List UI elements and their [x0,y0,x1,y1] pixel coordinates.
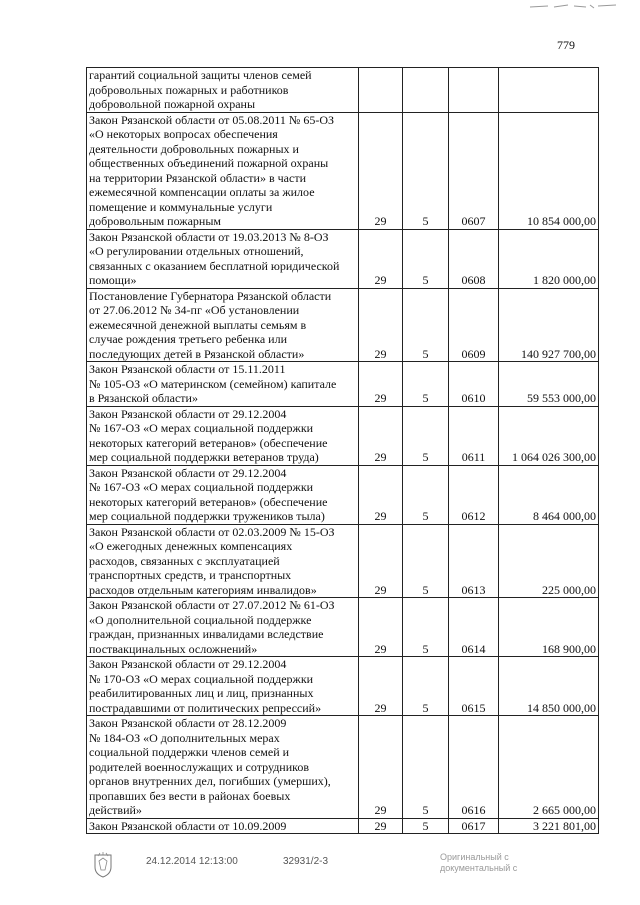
row-description: Закон Рязанской области от 05.08.2011 № 65-ОЗ «О некоторых вопросах обеспечения деятельности добровольных пожарных и общественных объединений пожарной охраны на территории Рязанской области» в части ежемесячной компенсации оплаты за жилое помещение и коммунальные услуги добровольным пожарным [87,112,359,229]
row-article-code: 0613 [449,524,499,598]
row-amount [499,68,599,113]
row-chapter-code: 29 [359,406,403,465]
row-chapter-code: 29 [359,288,403,362]
table-row [87,524,599,598]
budget-table [86,67,599,834]
row-amount: 3 221 801,00 [499,818,599,834]
row-section-code: 5 [403,716,449,819]
row-description: гарантий социальной защиты членов семей добровольных пожарных и работников добровольной пожарной охраны [87,68,359,113]
row-description: Закон Рязанской области от 27.07.2012 № 61-ОЗ «О дополнительной социальной поддержке граждан, признанных инвалидами вследствие поствакцинальных осложнений» [87,598,359,657]
coat-of-arms-icon [92,852,114,878]
row-amount: 2 665 000,00 [499,716,599,819]
table-row [87,112,599,229]
row-chapter-code: 29 [359,716,403,819]
footer-datetime: 24.12.2014 12:13:00 [146,856,238,867]
table-row [87,818,599,834]
row-description: Закон Рязанской области от 10.09.2009 [87,818,359,834]
row-section-code: 5 [403,524,449,598]
row-section-code: 5 [403,598,449,657]
row-section-code: 5 [403,406,449,465]
row-chapter-code [359,68,403,113]
row-article-code: 0612 [449,465,499,524]
row-article-code: 0607 [449,112,499,229]
row-article-code [449,68,499,113]
table-row [87,465,599,524]
table-row [87,716,599,819]
row-description: Закон Рязанской области от 29.12.2004 № 170-ОЗ «О мерах социальной поддержки реабилитированных лиц и лиц, признанных пострадавшими от политических репрессий» [87,657,359,716]
row-chapter-code: 29 [359,465,403,524]
row-section-code: 5 [403,657,449,716]
row-description: Закон Рязанской области от 29.12.2004 № 167-ОЗ «О мерах социальной поддержки некоторых категорий ветеранов» (обеспечение мер социальной поддержки тружеников тыла) [87,465,359,524]
row-amount: 10 854 000,00 [499,112,599,229]
row-article-code: 0610 [449,362,499,407]
table-row [87,68,599,113]
row-chapter-code: 29 [359,598,403,657]
row-description: Закон Рязанской области от 02.03.2009 № 15-ОЗ «О ежегодных денежных компенсациях расходов, связанных с эксплуатацией транспортных средств, и транспортных расходов отдельным категориям инвалидов» [87,524,359,598]
row-amount: 14 850 000,00 [499,657,599,716]
row-section-code: 5 [403,112,449,229]
row-chapter-code: 29 [359,362,403,407]
row-amount: 1 064 026 300,00 [499,406,599,465]
table-row [87,406,599,465]
row-article-code: 0614 [449,598,499,657]
row-description: Закон Рязанской области от 28.12.2009 № 184-ОЗ «О дополнительных мерах социальной поддержки членов семей и родителей военнослужащих и сотрудников органов внутренних дел, погибших (умерших), пропавших без вести в районах боевых действий» [87,716,359,819]
row-amount: 168 900,00 [499,598,599,657]
row-amount: 225 000,00 [499,524,599,598]
table-row [87,288,599,362]
row-amount: 8 464 000,00 [499,465,599,524]
table-row [87,657,599,716]
table-body [87,68,599,834]
row-amount: 1 820 000,00 [499,229,599,288]
row-description: Закон Рязанской области от 15.11.2011 № 105-ОЗ «О материнском (семейном) капитале в Рязанской области» [87,362,359,407]
row-article-code: 0617 [449,818,499,834]
row-article-code: 0616 [449,716,499,819]
row-chapter-code: 29 [359,818,403,834]
scan-watermark-line: Оригинальный с [440,852,509,862]
row-article-code: 0609 [449,288,499,362]
row-article-code: 0611 [449,406,499,465]
row-section-code: 5 [403,288,449,362]
row-section-code: 5 [403,229,449,288]
row-chapter-code: 29 [359,112,403,229]
table-row [87,362,599,407]
corner-scan-mark [528,2,618,10]
row-description: Закон Рязанской области от 29.12.2004 № 167-ОЗ «О мерах социальной поддержки некоторых категорий ветеранов» (обеспечение мер социальной поддержки ветеранов труда) [87,406,359,465]
row-amount: 140 927 700,00 [499,288,599,362]
scan-watermark-line: документальный с [440,863,518,873]
row-chapter-code: 29 [359,229,403,288]
row-section-code [403,68,449,113]
row-description: Закон Рязанской области от 19.03.2013 № 8-ОЗ «О регулировании отдельных отношений, связанных с оказанием бесплатной юридической помощи» [87,229,359,288]
footer-document-id: 32931/2-3 [283,856,329,867]
table-row [87,598,599,657]
table-row [87,229,599,288]
row-section-code: 5 [403,362,449,407]
row-article-code: 0608 [449,229,499,288]
row-amount: 59 553 000,00 [499,362,599,407]
row-chapter-code: 29 [359,657,403,716]
row-article-code: 0615 [449,657,499,716]
row-section-code: 5 [403,465,449,524]
page-number: 779 [557,38,575,52]
row-description: Постановление Губернатора Рязанской области от 27.06.2012 № 34-пг «Об установлении ежемесячной денежной выплаты семьям в случае рождения третьего ребенка или последующих детей в Рязанской области» [87,288,359,362]
scan-watermark [440,852,517,874]
row-chapter-code: 29 [359,524,403,598]
row-section-code: 5 [403,818,449,834]
